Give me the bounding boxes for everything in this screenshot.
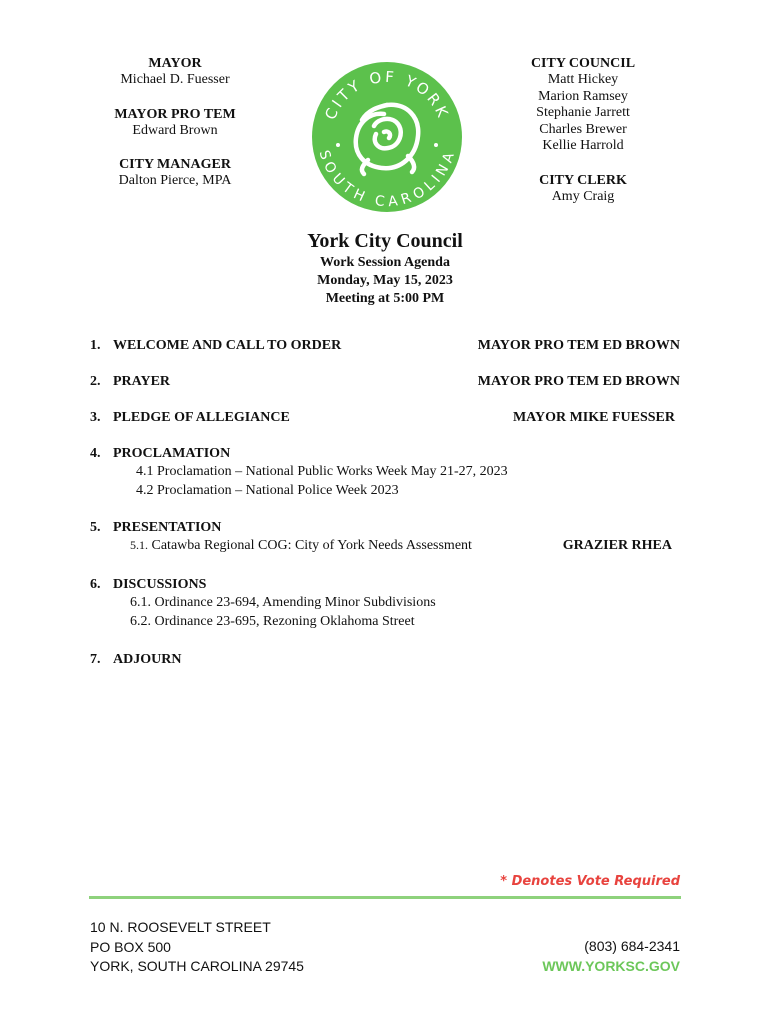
sub-item-number: 5.1. xyxy=(130,538,148,552)
agenda-heading xyxy=(185,228,585,308)
city-seal-logo xyxy=(312,62,462,212)
item-number: 6. xyxy=(90,577,101,592)
sub-item-text: Proclamation – National Public Works Week May 21-27, 2023 xyxy=(157,464,508,479)
sub-item-text: Ordinance 23-694, Amending Minor Subdivisions xyxy=(154,595,436,610)
officials-right xyxy=(508,56,658,223)
sub-item xyxy=(90,612,680,631)
item-label: PLEDGE OF ALLEGIANCE xyxy=(113,410,290,425)
item-label: PRESENTATION xyxy=(113,520,222,535)
official-role: MAYOR xyxy=(148,56,202,71)
sub-item-number: 6.2. xyxy=(130,614,151,629)
official-role: CITY CLERK xyxy=(539,172,627,188)
sub-item-text: Catawba Regional COG: City of York Needs Assessment xyxy=(151,538,472,553)
official-city-council xyxy=(508,56,658,155)
item-number: 4. xyxy=(90,446,101,461)
agenda-type: Work Session Agenda xyxy=(320,255,450,270)
official-name: Stephanie Jarrett xyxy=(536,105,630,120)
sub-item-number: 4.2 xyxy=(136,483,154,498)
item-label: ADJOURN xyxy=(113,652,182,667)
agenda-item-pledge xyxy=(90,410,680,426)
sub-item-text: Proclamation – National Police Week 2023 xyxy=(157,483,399,498)
item-number: 5. xyxy=(90,520,101,535)
meeting-time: Meeting at 5:00 PM xyxy=(325,291,445,306)
official-mayor xyxy=(100,56,250,89)
item-label: DISCUSSIONS xyxy=(113,577,207,592)
address-line: PO BOX 500 xyxy=(90,938,171,955)
agenda-item-welcome xyxy=(90,338,680,354)
rose-icon xyxy=(312,62,462,212)
seal-top-text: CITY OF YORK xyxy=(321,67,453,123)
item-label: PRAYER xyxy=(113,374,171,389)
vote-required-note: * Denotes Vote Required xyxy=(500,874,680,889)
sub-item-number: 4.1 xyxy=(136,464,154,479)
sub-item xyxy=(90,536,680,555)
official-role: CITY MANAGER xyxy=(119,157,231,172)
official-role: CITY COUNCIL xyxy=(530,56,636,71)
official-name: Kellie Harrold xyxy=(542,138,624,153)
sub-item xyxy=(90,593,680,612)
seal-bottom-text: SOUTH CAROLINA xyxy=(315,148,459,210)
address-line: YORK, SOUTH CAROLINA 29745 xyxy=(90,958,304,974)
page-title: York City Council xyxy=(307,230,463,252)
official-name: Michael D. Fuesser xyxy=(120,72,230,87)
item-number: 1. xyxy=(90,338,101,353)
footer-divider xyxy=(89,896,681,899)
sub-item-number: 6.1. xyxy=(130,595,151,610)
agenda-item-adjourn xyxy=(90,652,680,668)
item-number: 3. xyxy=(90,410,101,425)
official-mayor-pro-tem xyxy=(100,107,250,140)
official-name: Edward Brown xyxy=(132,122,218,138)
official-name: Dalton Pierce, MPA xyxy=(118,173,232,188)
agenda-item-discussions xyxy=(90,577,680,631)
sub-item xyxy=(90,481,680,500)
official-name: Charles Brewer xyxy=(539,121,627,137)
item-lead: MAYOR PRO TEM ED BROWN xyxy=(477,374,680,389)
agenda-item-proclamation xyxy=(90,446,680,500)
item-label: WELCOME AND CALL TO ORDER xyxy=(113,338,342,353)
official-name: Marion Ramsey xyxy=(538,88,628,104)
official-city-clerk xyxy=(508,173,658,206)
meeting-date: Monday, May 15, 2023 xyxy=(317,273,453,288)
officials-left xyxy=(100,56,250,208)
official-name: Amy Craig xyxy=(551,188,615,204)
item-label: PROCLAMATION xyxy=(113,446,231,461)
sub-item xyxy=(90,462,680,481)
item-lead: MAYOR PRO TEM ED BROWN xyxy=(477,338,680,353)
official-name: Matt Hickey xyxy=(547,72,619,87)
item-lead: MAYOR MIKE FUESSER xyxy=(512,410,675,425)
item-number: 7. xyxy=(90,652,101,667)
phone-number: (803) 684-2341 xyxy=(584,938,680,954)
website-link[interactable]: WWW.YORKSC.GOV xyxy=(542,957,680,974)
sub-item-text: Ordinance 23-695, Rezoning Oklahoma Street xyxy=(154,614,415,629)
agenda-item-prayer xyxy=(90,374,680,390)
agenda-item-presentation xyxy=(90,520,680,555)
item-number: 2. xyxy=(90,374,101,389)
official-city-manager xyxy=(100,157,250,190)
official-role: MAYOR PRO TEM xyxy=(114,106,236,122)
city-address xyxy=(90,918,304,977)
item-lead: GRAZIER RHEA xyxy=(562,538,672,553)
address-line: 10 N. ROOSEVELT STREET xyxy=(90,919,271,935)
city-contact xyxy=(542,937,680,976)
